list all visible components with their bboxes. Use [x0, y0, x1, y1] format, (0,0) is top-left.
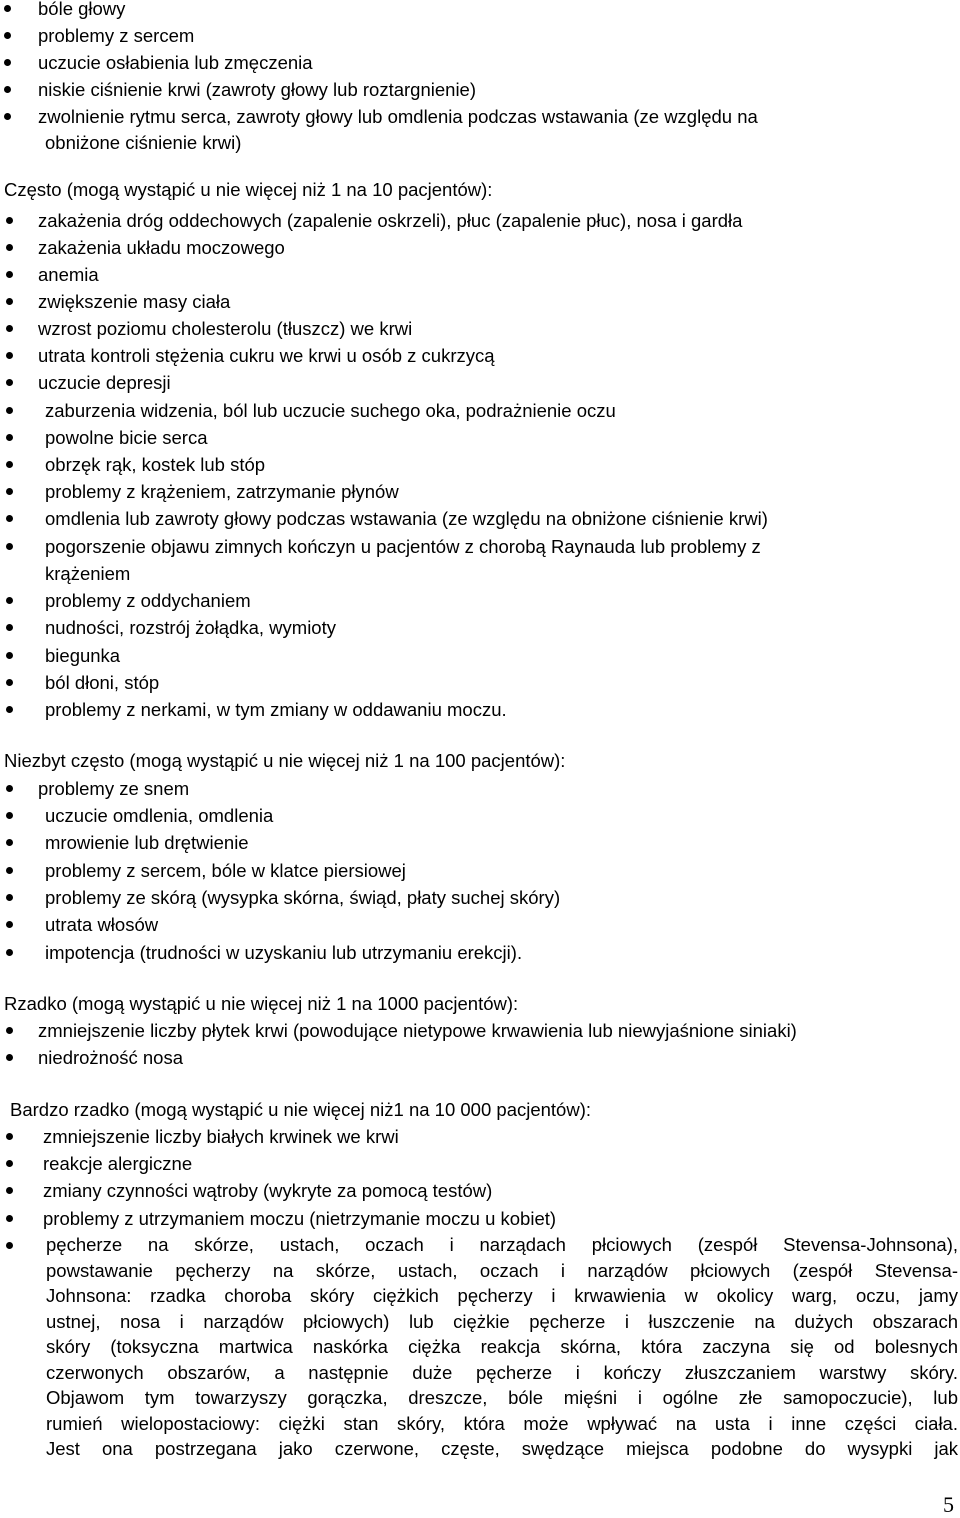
- bullet-icon: [6, 271, 13, 278]
- section-heading: Niezbyt często (mogą wystąpić u nie więcej niż 1 na 100 pacjentów):: [4, 750, 566, 771]
- long-list-item-line: pęcherze na skórze, ustach, oczach i narządach płciowych (zespół Stevensa-Johnsona),: [46, 1234, 958, 1255]
- bullet-icon: [6, 706, 13, 713]
- list-item: niedrożność nosa: [38, 1047, 184, 1068]
- list-item: problemy ze skórą (wysypka skórna, świąd, płaty suchej skóry): [45, 887, 561, 908]
- list-item: pogorszenie objawu zimnych kończyn u pacjentów z chorobą Raynauda lub problemy z: [45, 536, 761, 557]
- bullet-icon: [6, 1133, 13, 1140]
- bullet-icon: [6, 624, 13, 631]
- list-item: wzrost poziomu cholesterolu (tłuszcz) we krwi: [38, 318, 413, 339]
- bullet-icon: [6, 894, 13, 901]
- bullet-icon: [4, 32, 11, 39]
- bullet-icon: [6, 785, 13, 792]
- list-item: zaburzenia widzenia, ból lub uczucie suchego oka, podrażnienie oczu: [45, 400, 616, 421]
- bullet-icon: [6, 515, 13, 522]
- list-item: zakażenia układu moczowego: [38, 237, 285, 258]
- bullet-icon: [6, 949, 13, 956]
- bullet-icon: [6, 1027, 13, 1034]
- long-list-item-line: skóry (toksyczna martwica naskórka ciężka reakcja skórna, która zaczyna się od bolesnych: [46, 1336, 958, 1357]
- bullet-icon: [6, 217, 13, 224]
- bullet-icon: [6, 434, 13, 441]
- list-item: biegunka: [45, 645, 121, 666]
- list-item: problemy z utrzymaniem moczu (nietrzymanie moczu u kobiet): [43, 1208, 557, 1229]
- section-heading: Często (mogą wystąpić u nie więcej niż 1 na 10 pacjentów):: [4, 179, 493, 200]
- list-item: utrata włosów: [45, 914, 159, 935]
- bullet-icon: [4, 86, 11, 93]
- list-item-continuation: krążeniem: [45, 563, 131, 584]
- list-item: problemy z sercem, bóle w klatce piersiowej: [45, 860, 406, 881]
- long-list-item-line: ustnej, nosa i narządów płciowych) lub ciężkie pęcherze i łuszczenie na dużych obszarach: [46, 1310, 958, 1332]
- list-item: problemy z oddychaniem: [45, 590, 251, 611]
- bullet-icon: [4, 113, 11, 120]
- list-item: obrzęk rąk, kostek lub stóp: [45, 454, 266, 475]
- list-item: anemia: [38, 264, 99, 285]
- list-item: zmniejszenie liczby płytek krwi (powodujące nietypowe krwawienia lub niewyjaśnione siniaki): [38, 1020, 797, 1041]
- bullet-icon: [6, 812, 13, 819]
- list-item: problemy z krążeniem, zatrzymanie płynów: [45, 481, 399, 502]
- bullet-icon: [6, 298, 13, 305]
- long-list-item-line: rumień wielopostaciowy: ciężki stan skóry, która może wpływać na usta i inne części ciała.: [46, 1412, 958, 1434]
- list-item: zmiany czynności wątroby (wykryte za pomocą testów): [43, 1180, 493, 1201]
- list-item: impotencja (trudności w uzyskaniu lub utrzymaniu erekcji).: [45, 942, 523, 963]
- bullet-icon: [6, 325, 13, 332]
- list-item: powolne bicie serca: [45, 427, 208, 448]
- bullet-icon: [6, 407, 13, 414]
- list-item: bóle głowy: [38, 0, 126, 19]
- bullet-icon: [6, 379, 13, 386]
- bullet-icon: [6, 597, 13, 604]
- list-item: zmniejszenie liczby białych krwinek we krwi: [43, 1126, 399, 1147]
- bullet-icon: [6, 1054, 13, 1061]
- bullet-icon: [6, 1215, 13, 1222]
- long-list-item-line: powstawanie pęcherzy na skórze, ustach, oczach i narządów płciowych (zespół Stevensa-: [46, 1259, 958, 1281]
- bullet-icon: [6, 679, 13, 686]
- list-item-continuation: obniżone ciśnienie krwi): [45, 132, 242, 153]
- list-item: uczucie omdlenia, omdlenia: [45, 805, 274, 826]
- bullet-icon: [6, 1160, 13, 1167]
- bullet-icon: [6, 839, 13, 846]
- bullet-icon: [6, 461, 13, 468]
- list-item: reakcje alergiczne: [43, 1153, 193, 1174]
- list-item: uczucie osłabienia lub zmęczenia: [38, 52, 313, 73]
- bullet-icon: [6, 352, 13, 359]
- list-item: zwiększenie masy ciała: [38, 291, 231, 312]
- list-item: utrata kontroli stężenia cukru we krwi u osób z cukrzycą: [38, 345, 495, 366]
- list-item: problemy ze snem: [38, 778, 190, 799]
- bullet-icon: [6, 1187, 13, 1194]
- long-list-item: [46, 1232, 958, 1462]
- list-item: zakażenia dróg oddechowych (zapalenie oskrzeli), płuc (zapalenie płuc), nosa i gardła: [38, 210, 743, 231]
- list-item: problemy z sercem: [38, 25, 195, 46]
- list-item: niskie ciśnienie krwi (zawroty głowy lub roztargnienie): [38, 79, 477, 100]
- page-number: 5: [943, 1492, 954, 1517]
- bullet-icon: [6, 244, 13, 251]
- bullet-icon: [6, 488, 13, 495]
- long-list-item-line: czerwonych obszarów, a następnie duże pęcherze i kończy złuszczaniem warstwy skóry.: [46, 1361, 958, 1383]
- list-item: ból dłoni, stóp: [45, 672, 160, 693]
- long-list-item-line: Objawom tym towarzyszy gorączka, dreszcze, bóle mięśni i ogólne złe samopoczucie), lub: [46, 1387, 958, 1408]
- list-item: uczucie depresji: [38, 372, 171, 393]
- long-list-item-line: Johnsona: rzadka choroba skóry ciężkich pęcherzy i krwawienia w okolicy warg, oczu, jamy: [46, 1285, 958, 1306]
- list-item: zwolnienie rytmu serca, zawroty głowy lub omdlenia podczas wstawania (ze względu na: [38, 106, 758, 127]
- bullet-icon: [6, 543, 13, 550]
- list-item: nudności, rozstrój żołądka, wymioty: [45, 617, 336, 638]
- bullet-icon: [6, 652, 13, 659]
- bullet-icon: [6, 867, 13, 874]
- bullet-icon: [4, 5, 11, 12]
- bullet-icon: [6, 921, 13, 928]
- long-list-item-line: Jest ona postrzegana jako czerwone, częste, swędzące miejsca podobne do wysypki jak: [46, 1438, 958, 1459]
- bullet-icon: [6, 1242, 13, 1249]
- section-heading: Rzadko (mogą wystąpić u nie więcej niż 1 na 1000 pacjentów):: [4, 993, 519, 1014]
- list-item: problemy z nerkami, w tym zmiany w oddawaniu moczu.: [45, 699, 507, 720]
- list-item: omdlenia lub zawroty głowy podczas wstawania (ze względu na obniżone ciśnienie krwi): [45, 508, 768, 529]
- bullet-icon: [4, 59, 11, 66]
- list-item: mrowienie lub drętwienie: [45, 832, 249, 853]
- section-heading: Bardzo rzadko (mogą wystąpić u nie więcej niż1 na 10 000 pacjentów):: [10, 1099, 592, 1120]
